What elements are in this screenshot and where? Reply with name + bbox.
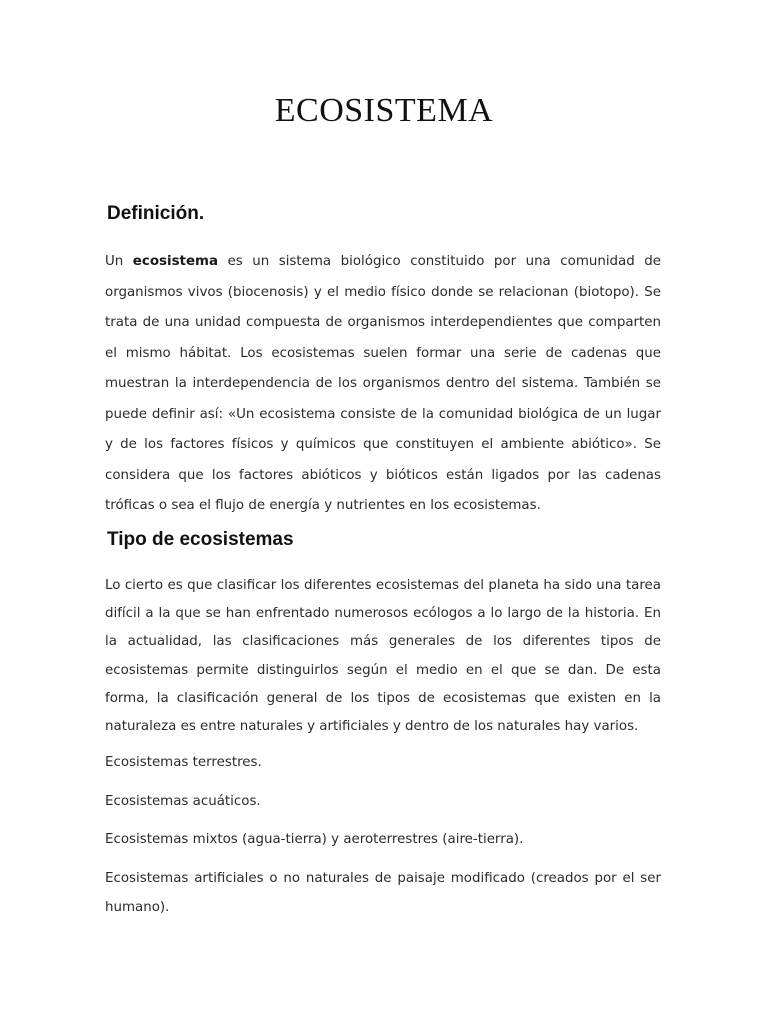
ecosystem-type-item: Ecosistemas acuáticos. — [105, 794, 261, 809]
ecosystem-type-item: Ecosistemas artificiales o no naturales de paisaje modificado (creados por el ser humano). — [105, 871, 661, 915]
ecosystem-type-item: Ecosistemas terrestres. — [105, 755, 262, 770]
types-paragraph: Lo cierto es que clasificar los diferentes ecosistemas del planeta ha sido una tarea difícil a la que se han enfrentado numerosos ecólogos a lo largo de la historia. En la actualidad, las clasificaciones más generales de los diferentes tipos de ecosistemas permite distinguirlos según el medio en el que se dan. De esta forma, la clasificación general de los tipos de ecosistemas que existen en la naturaleza es entre naturales y artificiales y dentro de los naturales hay varios. — [105, 578, 661, 735]
definition-paragraph — [105, 247, 661, 522]
definition-bold-term: ecosistema — [132, 254, 219, 269]
section-heading-definicion: Definición. — [107, 203, 205, 224]
document-title: ECOSISTEMA — [274, 92, 494, 129]
ecosystem-type-item: Ecosistemas mixtos (agua-tierra) y aeroterrestres (aire-tierra). — [105, 832, 524, 847]
definition-body-text: es un sistema biológico constituido por una comunidad de organismos vivos (biocenosis) y el medio físico donde se relacionan (biotopo). Se trata de una unidad compuesta de organismos interdependientes que comparten el mismo hábitat. Los ecosistemas suelen formar una serie de cadenas que muestran la interdependencia de los organismos dentro del sistema. También se puede definir así: «Un ecosistema consiste de la comunidad biológica de un lugar y de los factores físicos y químicos que constituyen el ambiente abiótico». Se considera que los factores abióticos y bióticos están ligados por las cadenas tróficas o sea el flujo de energía y nutrientes en los ecosistemas. — [105, 254, 662, 513]
section-heading-tipos: Tipo de ecosistemas — [107, 529, 294, 550]
definition-intro-text: Un — [105, 254, 133, 269]
